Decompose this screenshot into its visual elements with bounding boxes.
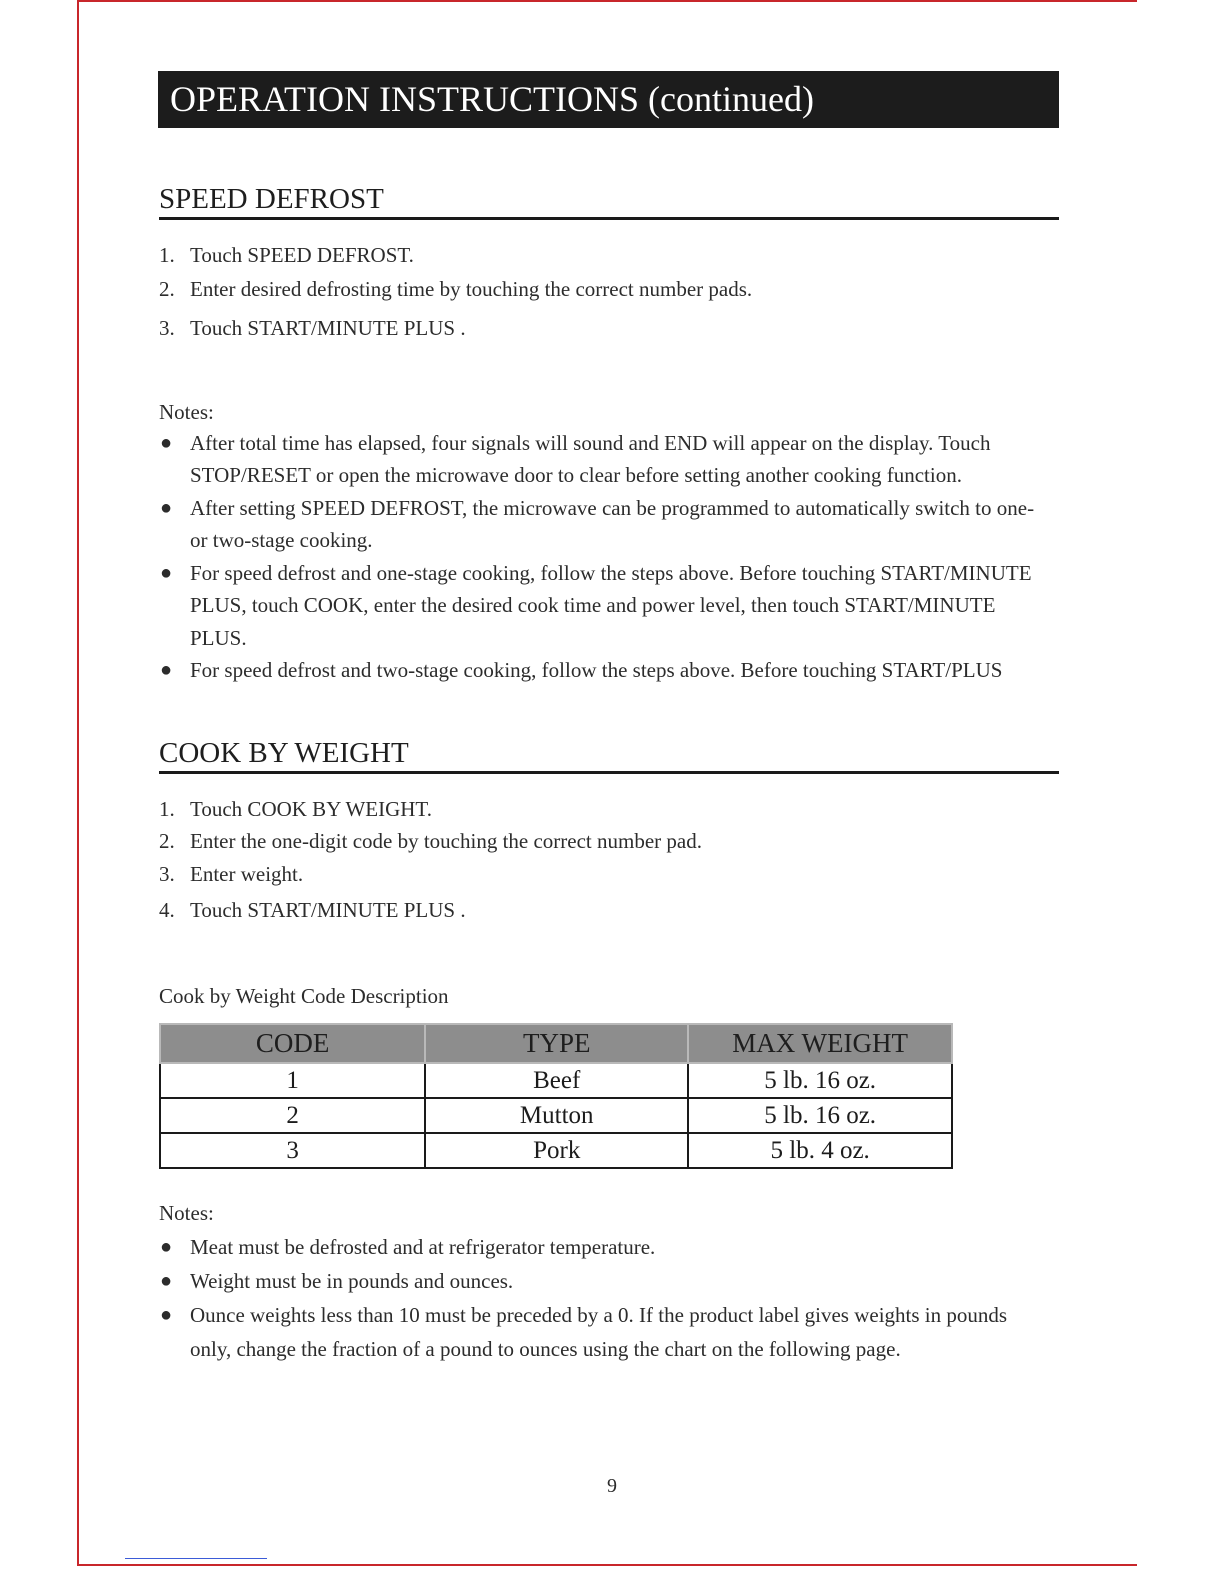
step-text: Enter the one-digit code by touching the correct number pad. <box>190 829 702 853</box>
step-number: 1. <box>159 797 175 821</box>
step-number: 3. <box>159 316 175 340</box>
cook-by-weight-table <box>159 1023 953 1169</box>
cell-type: Mutton <box>425 1098 688 1133</box>
note-text: After total time has elapsed, four signals will sound and END will appear on the display. Touch <box>190 431 991 455</box>
note-text: STOP/RESET or open the microwave door to clear before setting another cooking function. <box>190 463 962 487</box>
bullet-icon: ● <box>160 432 173 454</box>
header-max-weight: MAX WEIGHT <box>688 1024 952 1063</box>
note-text: For speed defrost and one-stage cooking, follow the steps above. Before touching START/MINUTE <box>190 561 1032 585</box>
cook-by-weight-heading: COOK BY WEIGHT <box>159 736 1059 774</box>
step-text: Touch COOK BY WEIGHT. <box>190 797 432 821</box>
step-number: 2. <box>159 277 175 301</box>
note-text: PLUS. <box>190 626 247 650</box>
page-title-banner: OPERATION INSTRUCTIONS (continued) <box>158 71 1059 128</box>
note-text: Weight must be in pounds and ounces. <box>190 1269 514 1293</box>
page-border <box>77 0 1137 1566</box>
bullet-icon: ● <box>160 562 173 584</box>
step-text: Touch START/MINUTE PLUS . <box>190 898 466 922</box>
table-row <box>160 1063 952 1098</box>
bullet-icon: ● <box>160 497 173 519</box>
step-number: 4. <box>159 898 175 922</box>
note-text: only, change the fraction of a pound to ounces using the chart on the following page. <box>190 1337 901 1361</box>
cell-type: Pork <box>425 1133 688 1168</box>
bullet-icon: ● <box>160 1304 173 1326</box>
note-text: After setting SPEED DEFROST, the microwave can be programmed to automatically switch to one- <box>190 496 1035 520</box>
step-number: 3. <box>159 862 175 886</box>
notes-label: Notes: <box>159 400 214 424</box>
speed-defrost-heading: SPEED DEFROST <box>159 182 1059 220</box>
cell-code: 3 <box>160 1133 425 1168</box>
note-text: or two-stage cooking. <box>190 528 373 552</box>
step-text: Touch SPEED DEFROST. <box>190 243 414 267</box>
cell-code: 1 <box>160 1063 425 1098</box>
header-type: TYPE <box>425 1024 688 1063</box>
step-number: 1. <box>159 243 175 267</box>
corner-link-underline <box>125 1558 267 1559</box>
cell-max-weight: 5 lb. 16 oz. <box>688 1063 952 1098</box>
note-text: Meat must be defrosted and at refrigerator temperature. <box>190 1235 656 1259</box>
bullet-icon: ● <box>160 1270 173 1292</box>
table-row <box>160 1133 952 1168</box>
step-text: Enter desired defrosting time by touching the correct number pads. <box>190 277 753 301</box>
table-caption-text: Cook by Weight Code Description <box>159 984 449 1008</box>
header-code: CODE <box>160 1024 425 1063</box>
table-header-row <box>160 1024 952 1063</box>
page-number: 9 <box>607 1475 617 1497</box>
table-row <box>160 1098 952 1133</box>
cell-max-weight: 5 lb. 16 oz. <box>688 1098 952 1133</box>
step-number: 2. <box>159 829 175 853</box>
bullet-icon: ● <box>160 1236 173 1258</box>
cell-max-weight: 5 lb. 4 oz. <box>688 1133 952 1168</box>
note-text: PLUS, touch COOK, enter the desired cook time and power level, then touch START/MINUTE <box>190 593 996 617</box>
bullet-icon: ● <box>160 659 173 681</box>
step-text: Enter weight. <box>190 862 304 886</box>
step-text: Touch START/MINUTE PLUS . <box>190 316 466 340</box>
notes-label: Notes: <box>159 1201 214 1225</box>
cell-type: Beef <box>425 1063 688 1098</box>
cell-code: 2 <box>160 1098 425 1133</box>
note-text: For speed defrost and two-stage cooking, follow the steps above. Before touching START/PLUS <box>190 658 1003 682</box>
note-text: Ounce weights less than 10 must be preceded by a 0. If the product label gives weights in pounds <box>190 1303 1008 1327</box>
